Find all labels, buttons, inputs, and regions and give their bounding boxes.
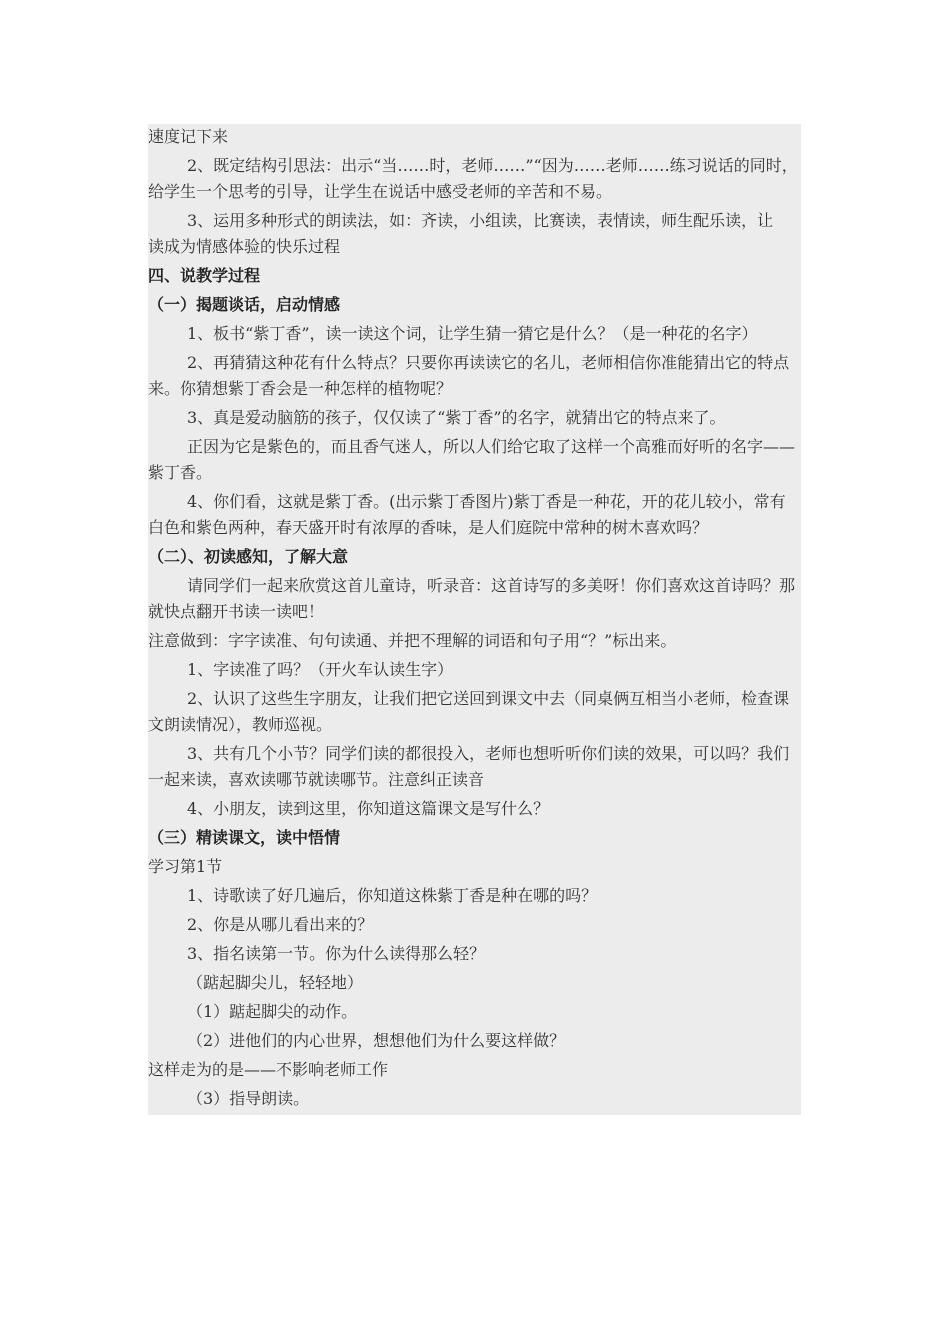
subsection-heading: （一）揭题谈话，启动情感 bbox=[148, 295, 341, 314]
paragraph: 注意做到：字字读准、句句读通、并把不理解的词语和句子用“？”标出来。 bbox=[148, 631, 677, 650]
paragraph: （3）指导朗读。 bbox=[187, 1089, 310, 1108]
paragraph: 正因为它是紫色的，而且香气迷人，所以人们给它取了这样一个高雅而好听的名字——紫丁香。 bbox=[148, 437, 796, 482]
paragraph: 1、字读准了吗？（开火车认读生字） bbox=[187, 660, 454, 679]
paragraph: 3、真是爱动脑筋的孩子，仅仅读了“紫丁香”的名字，就猜出它的特点来了。 bbox=[187, 408, 726, 427]
paragraph: 请同学们一起来欣赏这首儿童诗，听录音：这首诗写的多美呀！你们喜欢这首诗吗？那就快点翻开书读一读吧！ bbox=[148, 576, 796, 621]
paragraph: 4、小朋友，读到这里，你知道这篇课文是写什么？ bbox=[187, 799, 550, 818]
paragraph: 3、共有几个小节？同学们读的都很投入，老师也想听听你们读的效果，可以吗？我们一起来读，喜欢读哪节就读哪节。注意纠正读音 bbox=[148, 744, 790, 789]
paragraph: 2、再猜猜这种花有什么特点？只要你再读读它的名儿，老师相信你准能猜出它的特点来。你猜想紫丁香会是一种怎样的植物呢？ bbox=[148, 353, 790, 398]
paragraph: 学习第1节 bbox=[148, 857, 223, 876]
paragraph: （1）踮起脚尖的动作。 bbox=[187, 1002, 358, 1021]
paragraph: 2、你是从哪儿看出来的？ bbox=[187, 915, 374, 934]
paragraph: 这样走为的是——不影响老师工作 bbox=[148, 1060, 389, 1079]
section-heading: 四、说教学过程 bbox=[148, 266, 261, 285]
subsection-heading: （二）、初读感知，了解大意 bbox=[148, 547, 349, 566]
paragraph: 3、指名读第一节。你为什么读得那么轻？ bbox=[187, 944, 486, 963]
paragraph: 速度记下来 bbox=[148, 127, 229, 146]
paragraph: （2）进他们的内心世界，想想他们为什么要这样做？ bbox=[187, 1031, 566, 1050]
paragraph: 3、运用多种形式的朗读法，如：齐读，小组读，比赛读，表情读，师生配乐读，让读成为情感体验的快乐过程 bbox=[148, 208, 801, 263]
paragraph: （踮起脚尖儿，轻轻地） bbox=[187, 973, 364, 992]
paragraph: 4、你们看，这就是紫丁香。(出示紫丁香图片)紫丁香是一种花，开的花儿较小，常有白色和紫色两种，春天盛开时有浓厚的香味，是人们庭院中常种的树木喜欢吗？ bbox=[148, 492, 786, 537]
subsection-heading: （三）精读课文，读中悟情 bbox=[148, 828, 341, 847]
paragraph: 1、诗歌读了好几遍后，你知道这株紫丁香是种在哪的吗？ bbox=[187, 886, 598, 905]
paragraph: 2、既定结构引思法：出示“当……时，老师……”“因为……老师……练习说话的同时，给学生一个思考的引导，让学生在说话中感受老师的辛苦和不易。 bbox=[148, 156, 798, 201]
paragraph: 2、认识了这些生字朋友，让我们把它送回到课文中去（同桌俩互相当小老师，检查课文朗读情况），教师巡视。 bbox=[148, 689, 790, 734]
document-body bbox=[148, 124, 801, 1115]
paragraph: 1、板书“紫丁香”，读一读这个词，让学生猜一猜它是什么？（是一种花的名字） bbox=[187, 324, 758, 343]
